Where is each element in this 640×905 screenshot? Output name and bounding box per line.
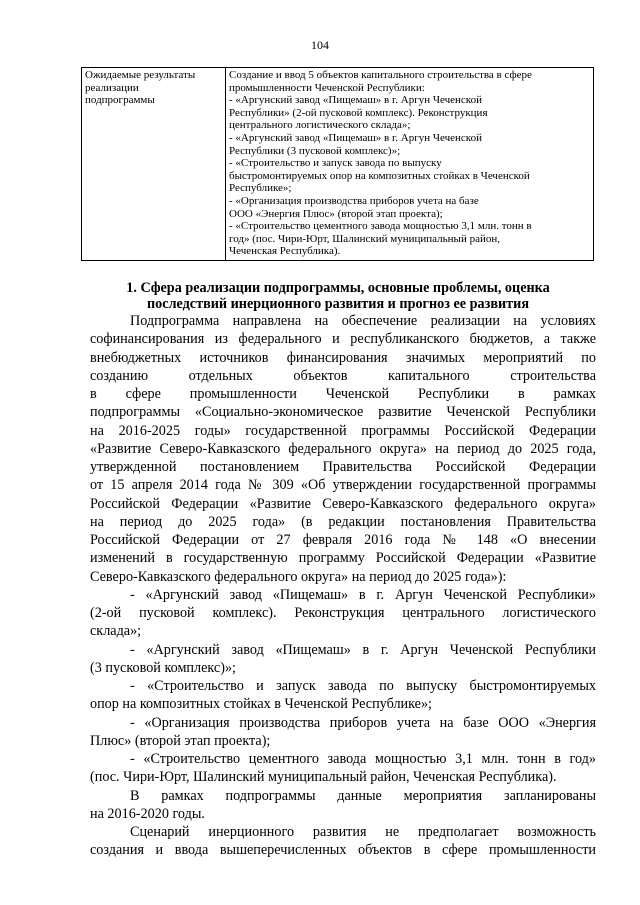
table-content-line: ООО «Энергия Плюс» (второй этап проекта);: [229, 207, 443, 220]
table-content-line: Республике»;: [229, 182, 292, 195]
table-label-line: Ожидаемые результаты: [85, 69, 196, 81]
body-line: (3 пусковой комплекс)»;: [90, 659, 236, 676]
heading-line: 1. Сфера реализации подпрограммы, основные проблемы, оценка: [126, 280, 550, 296]
heading-line: последствий инерционного развития и прогноз ее развития: [147, 296, 529, 312]
table-label-line: подпрограммы: [85, 94, 155, 107]
body-line: созданию отдельных объектов капитального строительства: [90, 367, 596, 384]
body-line: утвержденной постановлением Правительства Российской Федерации: [90, 459, 596, 475]
expected-results-table: [81, 67, 594, 261]
body-line: В рамках подпрограммы данные мероприятия запланированы: [130, 787, 596, 804]
table-label-cell: [82, 68, 226, 261]
body-line: Подпрограмма направлена на обеспечение реализации на условиях: [130, 313, 596, 329]
body-line: (2-ой пусковой комплекс). Реконструкция центрального логистического: [90, 605, 596, 621]
body-line: Плюс» (второй этап проекта);: [90, 732, 271, 749]
body-line: софинансирования из федерального и республиканского бюджетов, а также: [90, 331, 596, 348]
table-content-line: быстромонтируемых опор на композитных стойках в Чеченской: [229, 169, 530, 182]
table-content-line: промышленности Чеченской Республики:: [229, 81, 425, 94]
body-line: на 2016-2025 годы» государственной программы Российской Федерации: [90, 422, 596, 439]
body-line: создания и ввода вышеперечисленных объектов в сфере промышленности: [90, 842, 596, 859]
table-content-line: центрального логистического склада»;: [229, 119, 411, 132]
body-line: на 2016-2020 годы.: [90, 805, 205, 822]
body-line: (пос. Чири-Юрт, Шалинский муниципальный район, Чеченская Республика).: [90, 769, 557, 786]
table-content-line: - «Организация производства приборов учета на базе: [229, 194, 479, 207]
table-content-line: - «Строительство цементного завода мощностью 3,1 млн. тонн в: [229, 220, 532, 233]
table-content-line: Республики» (2-ой пусковой комплекс). Реконструкция: [229, 106, 488, 119]
body-line: опор на композитных стойках в Чеченской Республике»;: [90, 696, 432, 713]
body-line: «Развитие Северо-Кавказского федерального округа» на период до 2025 года,: [90, 440, 596, 457]
body-line: склада»;: [90, 623, 142, 640]
table-content-line: Чеченская Республика).: [229, 245, 341, 258]
body-line: - «Организация производства приборов учета на базе ООО «Энергия: [130, 714, 596, 731]
body-line: от 15 апреля 2014 года № 309 «Об утверждении государственной программы: [90, 477, 596, 494]
body-line: изменений в государственную программу Российской Федерации «Развитие: [90, 550, 596, 567]
body-line: на период до 2025 года» (в редакции постановления Правительства: [90, 513, 596, 530]
section-heading: [90, 280, 586, 312]
body-line: в сфере промышленности Чеченской Республики в рамках: [90, 386, 596, 402]
body-line: внебюджетных источников финансирования значимых мероприятий по: [90, 349, 596, 366]
body-line: - «Аргунский завод «Пищемаш» в г. Аргун Чеченской Республики: [130, 641, 596, 658]
body-line: - «Аргунский завод «Пищемаш» в г. Аргун Чеченской Республики»: [130, 586, 596, 603]
table-content-line: год» (пос. Чири-Юрт, Шалинский муниципальный район,: [229, 232, 500, 245]
page-number: 104: [311, 38, 329, 52]
body-line: - «Строительство и запуск завода по выпуску быстромонтируемых: [130, 678, 596, 694]
table-label-line: реализации: [85, 81, 139, 94]
table-content-line: Создание и ввод 5 объектов капитального строительства в сфере: [229, 69, 532, 81]
table-content-line: - «Строительство и запуск завода по выпуску: [229, 157, 442, 170]
table-content-line: - «Аргунский завод «Пищемаш» в г. Аргун Чеченской: [229, 94, 482, 107]
body-line: Северо-Кавказского федерального округа» на период до 2025 года»):: [90, 568, 507, 585]
table-content-line: - «Аргунский завод «Пищемаш» в г. Аргун Чеченской: [229, 131, 482, 144]
table-content-line: Республики (3 пусковой комплекс)»;: [229, 144, 401, 157]
body-line: - «Строительство цементного завода мощностью 3,1 млн. тонн в год»: [130, 751, 596, 767]
body-line: Сценарий инерционного развития не предполагает возможность: [130, 824, 596, 840]
body-line: Российской Федерации от 27 февраля 2016 года № 148 «О внесении: [90, 532, 596, 548]
section-body: [90, 312, 596, 860]
body-line: подпрограммы «Социально-экономическое развитие Чеченской Республики: [90, 404, 596, 421]
table-content-cell: [226, 68, 594, 261]
body-line: Российской Федерации «Развитие Северо-Кавказского федерального округа»: [90, 495, 596, 512]
table-row: [82, 68, 594, 261]
